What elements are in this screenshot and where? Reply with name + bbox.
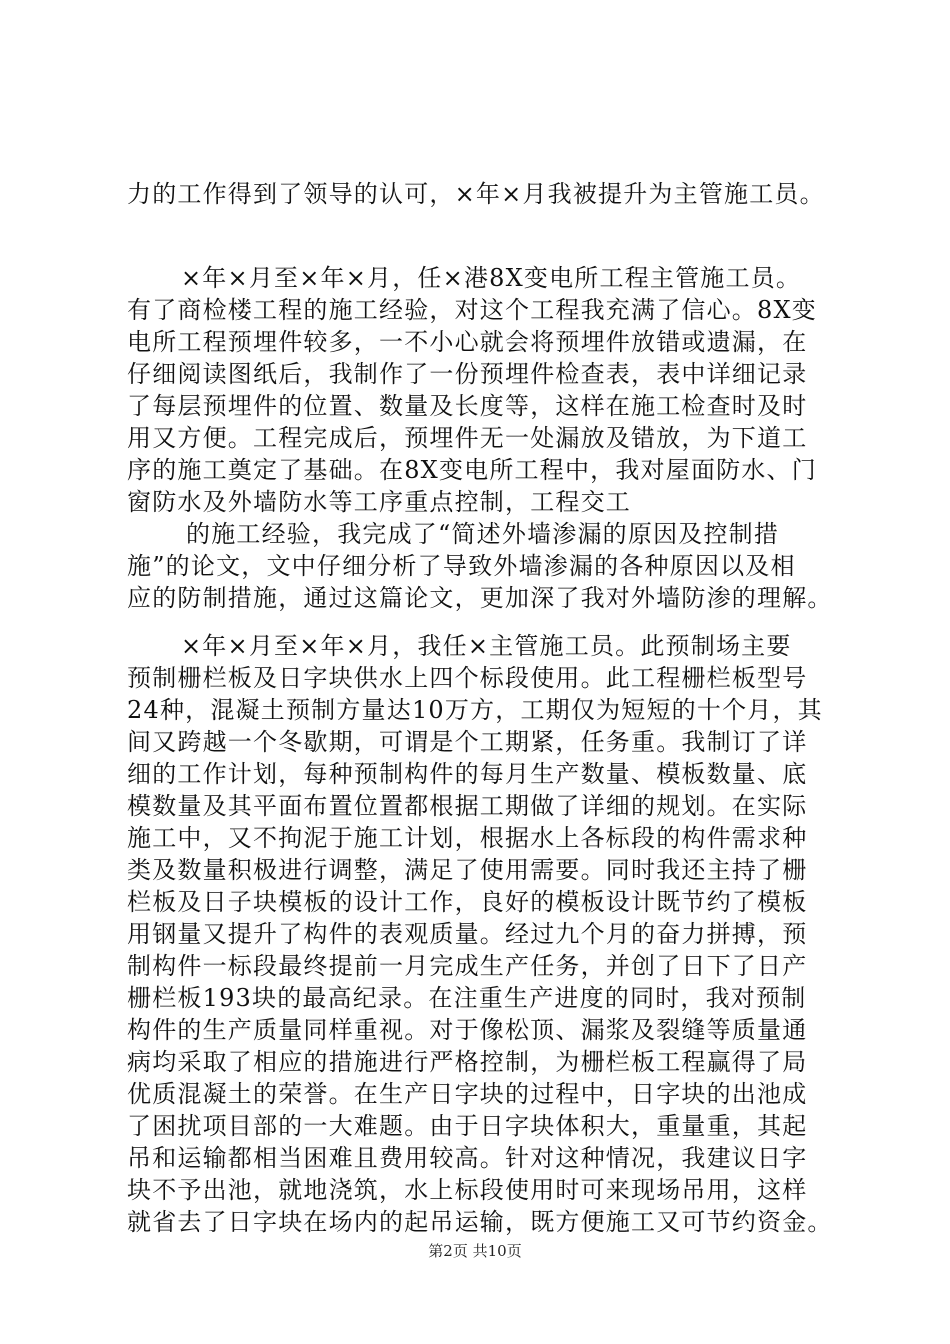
text-line-23: 制构件一标段最终提前一月完成生产任务，并创了日下了日产: [127, 952, 808, 980]
text-line-1: 力的工作得到了领导的认可，×年×月我被提升为主管施工员。: [127, 180, 825, 208]
text-line-21: 栏板及日子块模板的设计工作，良好的模板设计既节约了模板: [127, 888, 808, 916]
text-line-9: 窗防水及外墙防水等工序重点控制，工程交工: [127, 488, 631, 516]
text-line-30: 块不予出池，就地浇筑，水上标段使用时可来现场吊用，这样: [127, 1176, 808, 1204]
text-line-16: 间又跨越一个冬歇期，可谓是个工期紧，任务重。我制订了详: [127, 728, 808, 756]
text-line-22: 用钢量又提升了构件的表观质量。经过九个月的奋力拼搏，预: [127, 920, 808, 948]
text-line-7: 用又方便。工程完成后，预埋件无一处漏放及错放，为下道工: [127, 424, 808, 452]
text-line-24: 栅栏板193块的最高纪录。在注重生产进度的同时，我对预制: [127, 984, 807, 1012]
text-line-25: 构件的生产质量同样重视。对于像松顶、漏浆及裂缝等质量通: [127, 1016, 808, 1044]
text-line-8: 序的施工奠定了基础。在8X变电所工程中，我对屋面防水、门: [127, 456, 817, 484]
text-line-15: 24种，混凝土预制方量达10万方，工期仅为短短的十个月，其: [127, 696, 823, 724]
text-line-10: 的施工经验，我完成了“简述外墙渗漏的原因及控制措: [186, 520, 780, 548]
text-line-28: 了困扰项目部的一大难题。由于日字块体积大，重量重，其起: [127, 1112, 808, 1140]
text-line-18: 模数量及其平面布置位置都根据工期做了详细的规划。在实际: [127, 792, 808, 820]
text-line-13: ×年×月至×年×月，我任×主管施工员。此预制场主要: [181, 632, 792, 660]
text-line-5: 仔细阅读图纸后，我制作了一份预埋件检查表，表中详细记录: [127, 360, 808, 388]
text-line-11: 施”的论文，文中仔细分析了导致外墙渗漏的各种原因以及相: [127, 552, 796, 580]
text-line-17: 细的工作计划，每种预制构件的每月生产数量、模板数量、底: [127, 760, 808, 788]
text-line-2: ×年×月至×年×月，任×港8X变电所工程主管施工员。: [181, 264, 802, 292]
text-line-6: 了每层预埋件的位置、数量及长度等，这样在施工检查时及时: [127, 392, 808, 420]
page-number-footer: 第2页 共10页: [428, 1242, 522, 1260]
text-line-26: 病均采取了相应的措施进行严格控制，为栅栏板工程赢得了局: [127, 1048, 808, 1076]
text-line-31: 就省去了日字块在场内的起吊运输，既方便施工又可节约资金。: [127, 1208, 833, 1236]
text-line-12: 应的防制措施，通过这篇论文，更加深了我对外墙防渗的理解。: [127, 584, 833, 612]
text-line-14: 预制栅栏板及日字块供水上四个标段使用。此工程栅栏板型号: [127, 664, 808, 692]
text-line-29: 吊和运输都相当困难且费用较高。针对这种情况，我建议日字: [127, 1144, 808, 1172]
text-line-20: 类及数量积极进行调整，满足了使用需要。同时我还主持了栅: [127, 856, 808, 884]
text-line-19: 施工中，又不拘泥于施工计划，根据水上各标段的构件需求种: [127, 824, 808, 852]
text-line-27: 优质混凝土的荣誉。在生产日字块的过程中，日字块的出池成: [127, 1080, 808, 1108]
text-line-4: 电所工程预埋件较多，一不小心就会将预埋件放错或遗漏，在: [127, 328, 808, 356]
text-line-3: 有了商检楼工程的施工经验，对这个工程我充满了信心。8X变: [127, 296, 817, 324]
